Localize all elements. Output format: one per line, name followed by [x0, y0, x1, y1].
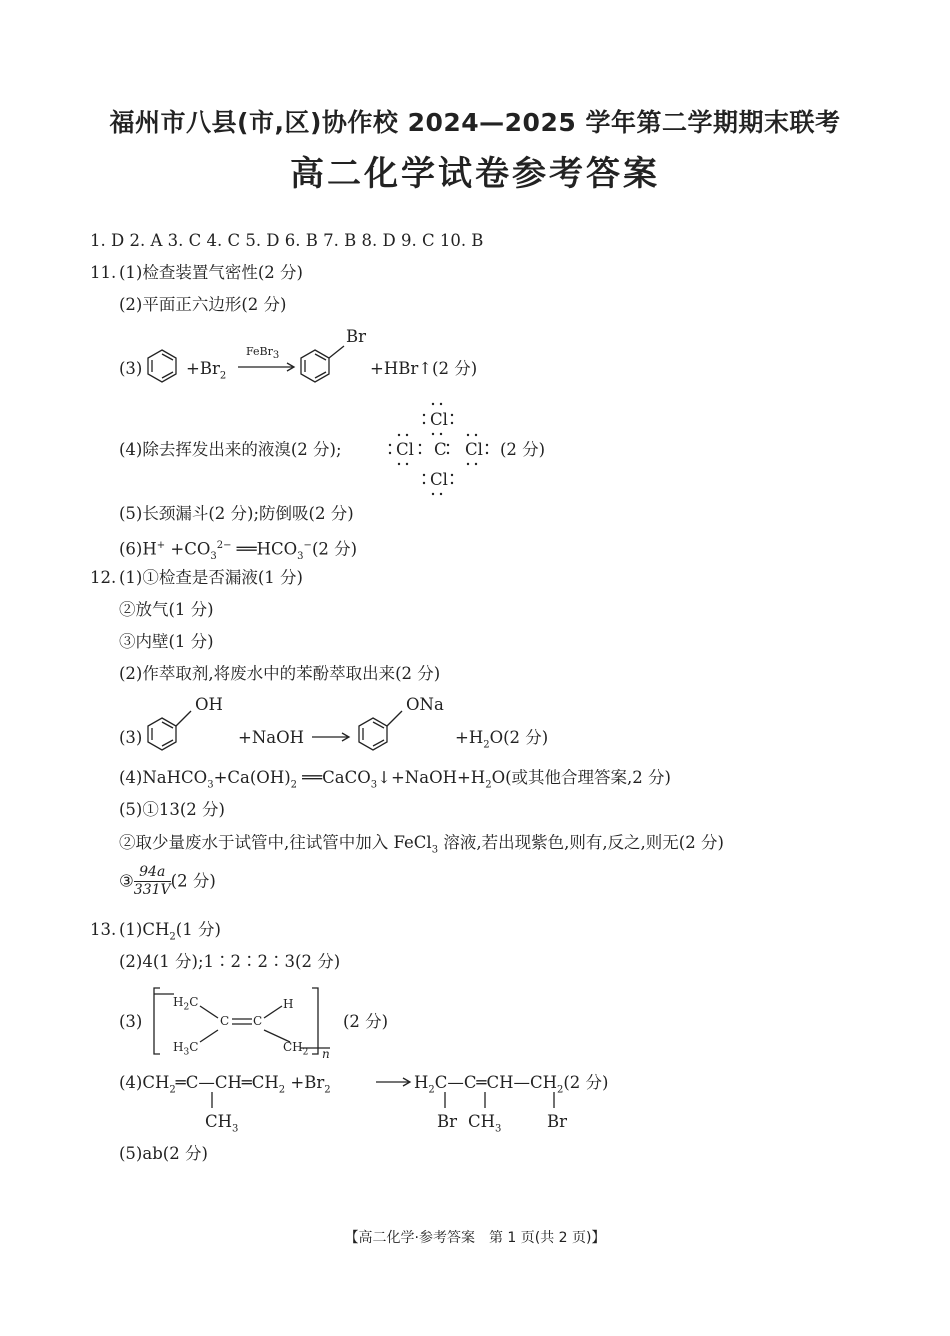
chlorine-top: Cl [430, 410, 448, 429]
q12-part5c: ③ $\frac{94a}{331V}$ (2 分) [119, 864, 216, 898]
q11-part2: (2)平面正六边形(2 分) [119, 295, 287, 314]
q11-part4-text: (4)除去挥发出来的液溴(2 分); [119, 440, 342, 459]
q13-number: 13. [90, 920, 117, 939]
sodium-phenoxide-ring-icon [357, 716, 397, 756]
q12-naoh: +NaOH [238, 728, 305, 747]
ccl4-electron-dot-structure [386, 398, 496, 498]
carbon-left: C [220, 1014, 230, 1028]
electron-dots-icon [386, 398, 496, 498]
methylene-group: $H_2C$ [173, 995, 199, 1013]
exam-title: 福州市八县(市,区)协作校 2024—2025 学年第二学期期末联考 [109, 108, 841, 137]
q12-part3-tail: $+H_2O(2$ 分) [455, 728, 549, 751]
answer-key-title: 高二化学试卷参考答案 [290, 154, 660, 194]
phenol-ring-icon [146, 716, 186, 756]
q11-br2: $+Br_2$ [186, 359, 227, 382]
q11-part4-tail: (2 分) [500, 440, 546, 459]
reaction-arrow-icon [238, 362, 298, 372]
substituent-bonds-icon [440, 1092, 570, 1112]
catalyst-label: FeBr$_3$ [246, 345, 280, 362]
hydrogen-atom: H [283, 997, 294, 1011]
q13-part5: (5)ab(2 分) [119, 1144, 208, 1163]
q11-part6: $(6)H^+ +CO_3^{2-}$ $══HCO_3^-(2$ 分) [119, 539, 358, 562]
q12-part1c: ③内壁(1 分) [119, 632, 214, 651]
q11-part5: (5)长颈漏斗(2 分);防倒吸(2 分) [119, 504, 354, 523]
methyl-group: $H_3C$ [173, 1040, 199, 1058]
q11-part3-label: (3) [119, 359, 143, 378]
q11-part1: (1)检查装置气密性(2 分) [119, 263, 303, 282]
q12-part2: (2)作萃取剂,将废水中的苯酚萃取出来(2 分) [119, 664, 441, 683]
bromo-substituent: Br [346, 327, 367, 346]
carbon-right: C [253, 1014, 263, 1028]
bromobenzene-ring-icon [299, 348, 339, 388]
q12-part3-label: (3) [119, 728, 143, 747]
q13-part4-lhs: $(4)CH_2═C—CH═CH_2 +Br_2$ [119, 1073, 331, 1096]
phenoxide-group: ONa [406, 695, 444, 714]
q12-part1b: ②放气(1 分) [119, 600, 214, 619]
reaction-arrow-icon [376, 1077, 416, 1087]
methylene-group-right: $CH_2$ [283, 1040, 309, 1058]
q13-part2: (2)4(1 分);1∶2∶2∶3(2 分) [119, 952, 341, 971]
carbon-center: C [434, 440, 447, 459]
q12-part4: $(4)NaHCO_3+Ca(OH)_2$ $══CaCO_3↓+NaOH+H_2O$(或其他合理答案,2 分) [119, 768, 671, 791]
q13-part1: $(1)CH_2(1$ 分) [119, 920, 221, 943]
q12-part5b: ②取少量废水于试管中,往试管中加入 FeCl$_3$ 溶液,若出现紫色,则有,反之,则无(2 分) [119, 833, 724, 856]
q13-part4-rhs: $H_2C—C═CH—CH_2(2$ 分) [414, 1073, 609, 1096]
repeat-count: n [322, 1047, 330, 1061]
q12-number: 12. [90, 568, 117, 587]
page-footer: 【高二化学·参考答案 第 1 页(共 2 页)】 [344, 1230, 606, 1246]
q13-part3-tail: (2 分) [343, 1012, 389, 1031]
bromine-substituent-1: Br [437, 1112, 458, 1131]
mc-answers: 1. D 2. A 3. C 4. C 5. D 6. B 7. B 8. D 9. C 10. B [90, 231, 484, 250]
q12-part5a: (5)①13(2 分) [119, 800, 225, 819]
chlorine-bottom: Cl [430, 470, 448, 489]
q11-number: 11. [90, 263, 117, 282]
chlorine-left: Cl [396, 440, 414, 459]
methyl-substituent: $CH_3$ [468, 1112, 502, 1135]
methyl-branch: $CH_3$ [205, 1112, 239, 1135]
methyl-bond-icon [207, 1092, 217, 1112]
hydroxyl-group: OH [195, 695, 223, 714]
bromine-substituent-2: Br [547, 1112, 568, 1131]
fraction: $\frac{94a}{331V}$ [133, 864, 171, 898]
q11-part3-tail: +HBr↑(2 分) [370, 359, 478, 378]
chlorine-right: Cl [465, 440, 483, 459]
q13-part3-label: (3) [119, 1012, 143, 1031]
benzene-ring-icon [146, 348, 186, 388]
q12-part1a: (1)①检查是否漏液(1 分) [119, 568, 303, 587]
reaction-arrow-icon [312, 732, 352, 742]
